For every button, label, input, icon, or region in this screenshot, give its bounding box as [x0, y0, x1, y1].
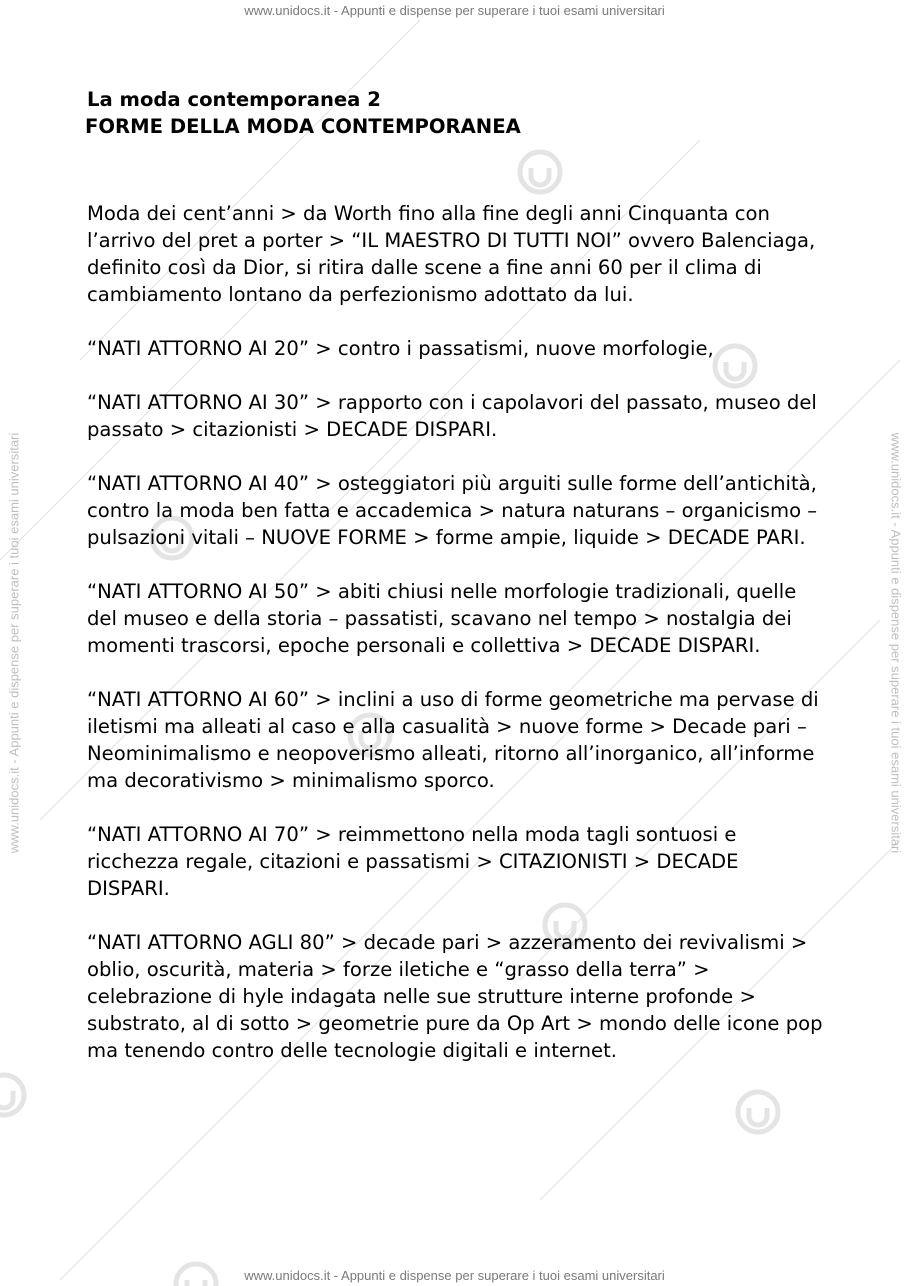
paragraph: “NATI ATTORNO AI 30” > rapporto con i capolavori del passato, museo del passato > citazionisti > DECADE DISPARI.: [87, 391, 817, 441]
paragraph: “NATI ATTORNO AI 50” > abiti chiusi nelle morfologie tradizionali, quelle del museo e della storia – passatisti, scavano nel tempo > nostalgia dei momenti trascorsi, epoche personali e collettiva > DECADE DISPARI.: [87, 580, 797, 657]
document-body: [87, 86, 825, 1091]
document-title: La moda contemporanea 2: [87, 88, 381, 111]
watermark-bottom: www.unidocs.it - Appunti e dispense per superare i tuoi esami universitari: [244, 1268, 665, 1283]
paragraph-list: [87, 200, 825, 1064]
watermark-left: www.unidocs.it - Appunti e dispense per superare i tuoi esami universitari: [6, 432, 22, 854]
watermark-top: www.unidocs.it - Appunti e dispense per superare i tuoi esami universitari: [244, 3, 665, 18]
document-subtitle: FORME DELLA MODA CONTEMPORANEA: [85, 115, 521, 138]
watermark-right: www.unidocs.it - Appunti e dispense per superare i tuoi esami universitari: [888, 432, 904, 854]
paragraph: “NATI ATTORNO AI 40” > osteggiatori più arguiti sulle forme dell’antichità, contro la moda ben fatta e accademica > natura naturans – organicismo – pulsazioni vitali – NUOVE FORME > forme ampie, liquide > DECADE PARI.: [87, 472, 818, 549]
paragraph: “NATI ATTORNO AI 20” > contro i passatismi, nuove morfologie,: [87, 337, 714, 360]
paragraph: “NATI ATTORNO AI 70” > reimmettono nella moda tagli sontuosi e ricchezza regale, citazioni e passatismi > CITAZIONISTI > DECADE DISPARI.: [87, 823, 739, 900]
paragraph: “NATI ATTORNO AGLI 80” > decade pari > azzeramento dei revivalismi > oblio, oscurità, materia > forze iletiche e “grasso della terra” > celebrazione di hyle indagata nelle sue strutture interne profonde > substrato, al di sotto > geometrie pure da Op Art > mondo delle icone pop ma tenendo contro delle tecnologie digitali e internet.: [87, 931, 823, 1062]
paragraph: “NATI ATTORNO AI 60” > inclini a uso di forme geometriche ma pervase di iletismi ma alleati al caso e alla casualità > nuove forme > Decade pari – Neominimalismo e neopoverismo alleati, ritorno all’inorganico, all’informe ma decorativismo > minimalismo sporco.: [87, 688, 819, 792]
paragraph: Moda dei cent’anni > da Worth fino alla fine degli anni Cinquanta con l’arrivo del pret a porter > “IL MAESTRO DI TUTTI NOI” ovvero Balenciaga, definito così da Dior, si ritira dalle scene a fine anni 60 per il clima di cambiamento lontano da perfezionismo adottato da lui.: [87, 202, 816, 306]
